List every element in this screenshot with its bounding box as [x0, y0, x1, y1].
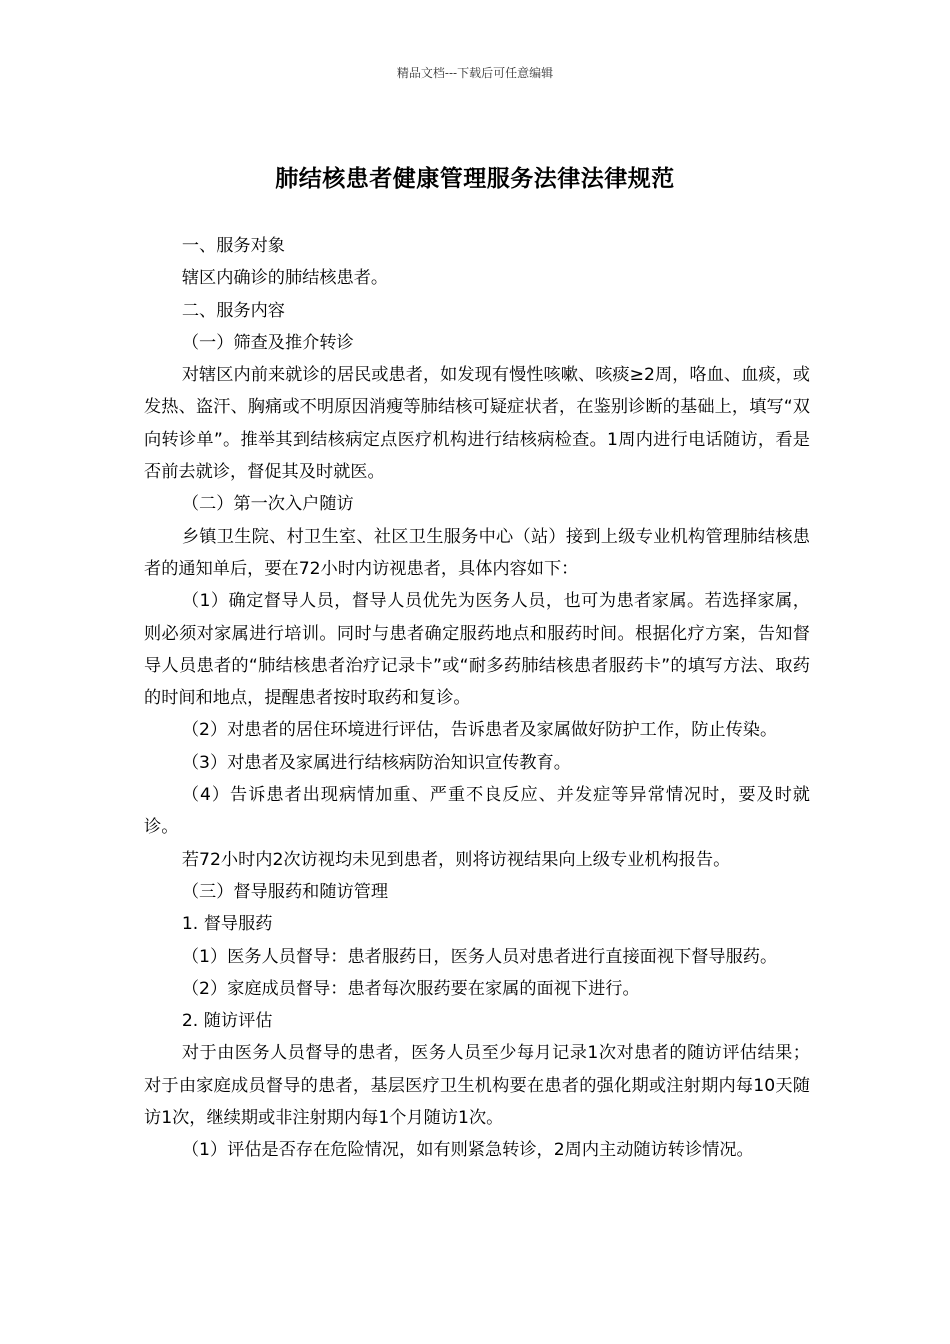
- section-heading-service-target: 一、服务对象: [181, 236, 285, 256]
- list-item-family-supervision: （2）家庭成员督导：患者每次服药要在家属的面视下进行。: [181, 978, 640, 999]
- paragraph-first-visit: 乡镇卫生院、村卫生室、社区卫生服务中心（站）接到上级专业机构管理肺结核患者的通知单后，要在72小时内访视患者，具体内容如下：: [144, 526, 810, 579]
- subsection-heading-screening: （一）筛查及推介转诊: [181, 332, 354, 353]
- list-item-risk-evaluation: （1）评估是否存在危险情况，如有则紧急转诊，2周内主动随访转诊情况。: [181, 1140, 754, 1161]
- paragraph-screening: 对辖区内前来就诊的居民或患者，如发现有慢性咳嗽、咳痰≥2周，咯血、血痰，或发热、盗汗、胸痛或不明原因消瘦等肺结核可疑症状者，在鉴别诊断的基础上，填写“双向转诊单”。推举其到结核病定点医疗机构进行结核病检查。1周内进行电话随访，看是否前去就诊，督促其及时就医。: [144, 365, 810, 483]
- list-item-medical-supervision: （1）医务人员督导：患者服药日，医务人员对患者进行直接面视下督导服药。: [181, 946, 778, 967]
- subsection-heading-first-visit: （二）第一次入户随访: [181, 494, 354, 515]
- paragraph-service-target: 辖区内确诊的肺结核患者。: [181, 268, 389, 289]
- subsection-heading-supervision: （三）督导服药和随访管理: [181, 881, 389, 902]
- list-item-visit-4: （4）告诉患者出现病情加重、严重不良反应、并发症等异常情况时，要及时就诊。: [144, 785, 810, 838]
- page-header-note: 精品文档---下载后可任意编辑: [396, 66, 554, 80]
- document-body: [144, 230, 810, 1167]
- item-heading-followup-evaluation: 2. 随访评估: [181, 1011, 273, 1032]
- paragraph-visit-report: 若72小时内2次访视均未见到患者，则将访视结果向上级专业机构报告。: [181, 849, 731, 870]
- paragraph-followup-evaluation: 对于由医务人员督导的患者，医务人员至少每月记录1次对患者的随访评估结果；对于由家庭成员督导的患者，基层医疗卫生机构要在患者的强化期或注射期内每10天随访1次，继续期或非注射期内每1个月随访1次。: [144, 1043, 810, 1129]
- list-item-visit-1: （1）确定督导人员，督导人员优先为医务人员，也可为患者家属。若选择家属，则必须对家属进行培训。同时与患者确定服药地点和服药时间。根据化疗方案，告知督导人员患者的“肺结核患者治疗记录卡”或“耐多药肺结核患者服药卡”的填写方法、取药的时间和地点，提醒患者按时取药和复诊。: [144, 591, 810, 709]
- section-heading-service-content: 二、服务内容: [181, 300, 285, 321]
- list-item-visit-3: （3）对患者及家属进行结核病防治知识宣传教育。: [181, 752, 571, 773]
- item-heading-supervised-medication: 1. 督导服药: [181, 914, 273, 935]
- document-title: 肺结核患者健康管理服务法律法律规范: [275, 166, 675, 192]
- list-item-visit-2: （2）对患者的居住环境进行评估，告诉患者及家属做好防护工作，防止传染。: [181, 720, 778, 741]
